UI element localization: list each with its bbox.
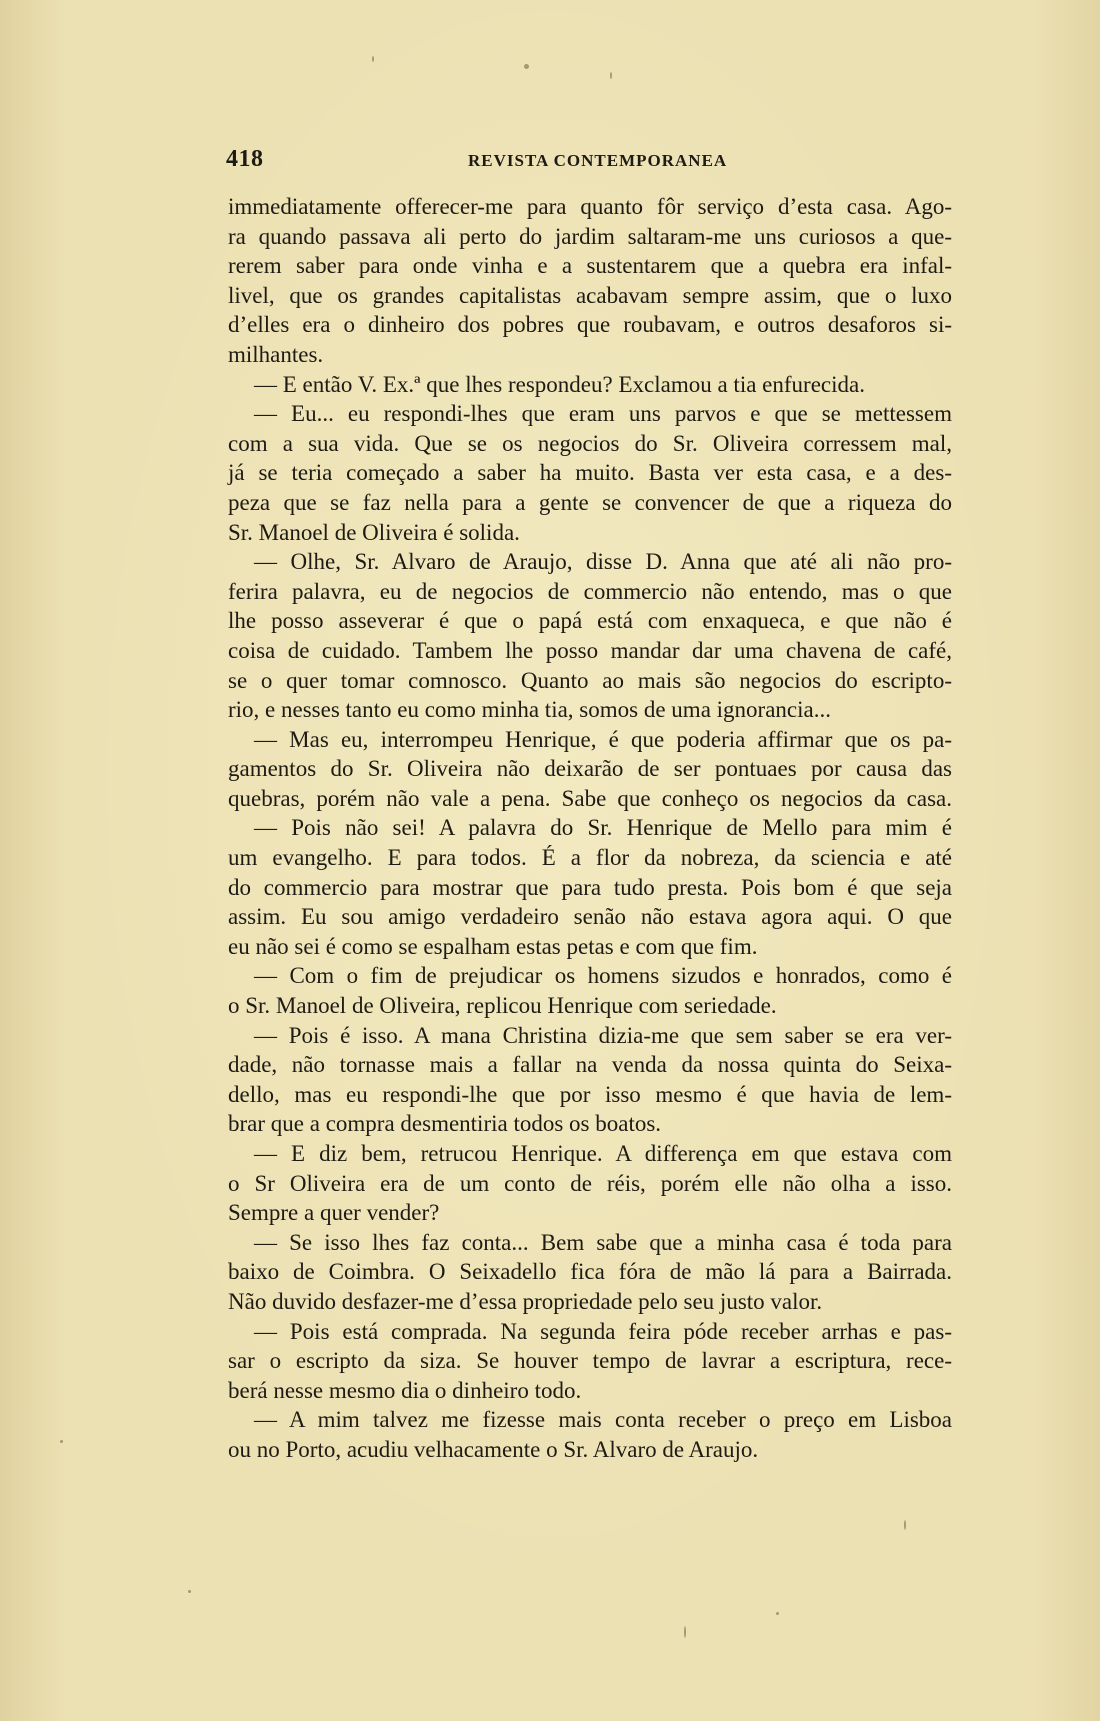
- text-line: o Sr Oliveira era de um conto de réis, porém elle não olha a isso.: [228, 1170, 952, 1196]
- paper-speck: [904, 1520, 906, 1530]
- text-line: livel, que os grandes capitalistas acabavam sempre assim, que o luxo: [228, 282, 952, 308]
- text-line: do commercio para mostrar que para tudo presta. Pois bom é que seja: [228, 874, 952, 900]
- text-line: — Pois não sei! A palavra do Sr. Henrique de Mello para mim é: [254, 815, 952, 841]
- text-line: — Pois está comprada. Na segunda feira póde receber arrhas e pas-: [254, 1318, 952, 1344]
- text-line: brar que a compra desmentiria todos os boatos.: [228, 1111, 662, 1137]
- paper-speck: [524, 64, 529, 69]
- text-line: assim. Eu sou amigo verdadeiro senão não estava agora aqui. O que: [228, 904, 952, 930]
- text-line: baixo de Coimbra. O Seixadello fica fóra de mão lá para a Bairrada.: [228, 1259, 952, 1285]
- page-header: [226, 146, 954, 176]
- text-line: d’elles era o dinheiro dos pobres que roubavam, e outros desaforos si-: [228, 312, 952, 338]
- text-line: ra quando passava ali perto do jardim saltaram-me uns curiosos a que-: [228, 223, 952, 249]
- text-line: — Eu... eu respondi-lhes que eram uns parvos e que se mettessem: [254, 401, 952, 427]
- paper-speck: [684, 1626, 686, 1638]
- running-title: REVISTA CONTEMPORANEA: [468, 151, 728, 170]
- body-text: [228, 192, 952, 1465]
- text-line: dello, mas eu respondi-lhe que por isso mesmo é que havia de lem-: [228, 1081, 952, 1107]
- text-line: sar o escripto da siza. Se houver tempo de lavrar a escriptura, rece-: [228, 1348, 952, 1374]
- text-line: — E diz bem, retrucou Henrique. A differença em que estava com: [254, 1141, 952, 1166]
- text-line: rio, e nesses tanto eu como minha tia, somos de uma ignorancia...: [228, 697, 831, 723]
- text-line: Sempre a quer vender?: [228, 1200, 440, 1226]
- text-line: — E então V. Ex.ª que lhes respondeu? Exclamou a tia enfurecida.: [254, 371, 865, 397]
- text-line: — Mas eu, interrompeu Henrique, é que poderia affirmar que os pa-: [254, 726, 952, 752]
- text-line: o Sr. Manoel de Oliveira, replicou Henrique com seriedade.: [228, 993, 777, 1019]
- paper-speck: [776, 1612, 779, 1615]
- text-line: ferira palavra, eu de negocios de commercio não entendo, mas o que: [228, 578, 952, 604]
- paper-speck: [610, 72, 612, 79]
- paper-speck: [188, 1590, 191, 1593]
- text-line: berá nesse mesmo dia o dinheiro todo.: [228, 1377, 582, 1403]
- text-line: um evangelho. E para todos. É a flor da nobreza, da sciencia e até: [228, 845, 952, 871]
- text-line: — Com o fim de prejudicar os homens sizudos e honrados, como é: [254, 963, 952, 989]
- text-line: peza que se faz nella para a gente se convencer de que a riqueza do: [228, 489, 952, 515]
- text-line: — Se isso lhes faz conta... Bem sabe que a minha casa é toda para: [254, 1229, 952, 1255]
- text-line: quebras, porém não vale a pena. Sabe que conheço os negocios da casa.: [228, 785, 952, 811]
- page-number: 418: [226, 146, 264, 172]
- text-line: dade, não tornasse mais a fallar na venda da nossa quinta do Seixa-: [228, 1052, 952, 1078]
- text-line: coisa de cuidado. Tambem lhe posso mandar dar uma chavena de café,: [228, 637, 952, 663]
- text-line: com a sua vida. Que se os negocios do Sr. Oliveira corressem mal,: [228, 430, 952, 456]
- text-line: — Olhe, Sr. Alvaro de Araujo, disse D. Anna que até ali não pro-: [254, 549, 952, 575]
- text-line: immediatamente offerecer-me para quanto fôr serviço d’esta casa. Ago-: [228, 194, 952, 219]
- text-line: gamentos do Sr. Oliveira não deixarão de ser pontuaes por causa das: [228, 756, 952, 782]
- text-line: Sr. Manoel de Oliveira é solida.: [228, 519, 520, 545]
- text-line: eu não sei é como se espalham estas petas e com que fim.: [228, 933, 758, 959]
- text-line: já se teria começado a saber ha muito. Basta ver esta casa, e a des-: [228, 460, 952, 486]
- text-line: — Pois é isso. A mana Christina dizia-me que sem saber se era ver-: [254, 1022, 952, 1048]
- text-line: milhantes.: [228, 341, 324, 367]
- text-line: — A mim talvez me fizesse mais conta receber o preço em Lisboa: [254, 1407, 952, 1433]
- text-line: Não duvido desfazer-me d’essa propriedade pelo seu justo valor.: [228, 1288, 823, 1314]
- text-line: rerem saber para onde vinha e a sustentarem que a quebra era infal-: [228, 253, 952, 279]
- text-line: se o quer tomar comnosco. Quanto ao mais são negocios do escripto-: [228, 667, 952, 693]
- paper-speck: [60, 1440, 63, 1443]
- paper-speck: [372, 56, 374, 62]
- text-line: ou no Porto, acudiu velhacamente o Sr. Alvaro de Araujo.: [228, 1436, 759, 1462]
- text-line: lhe posso asseverar é que o papá está com enxaqueca, e que não é: [228, 608, 952, 634]
